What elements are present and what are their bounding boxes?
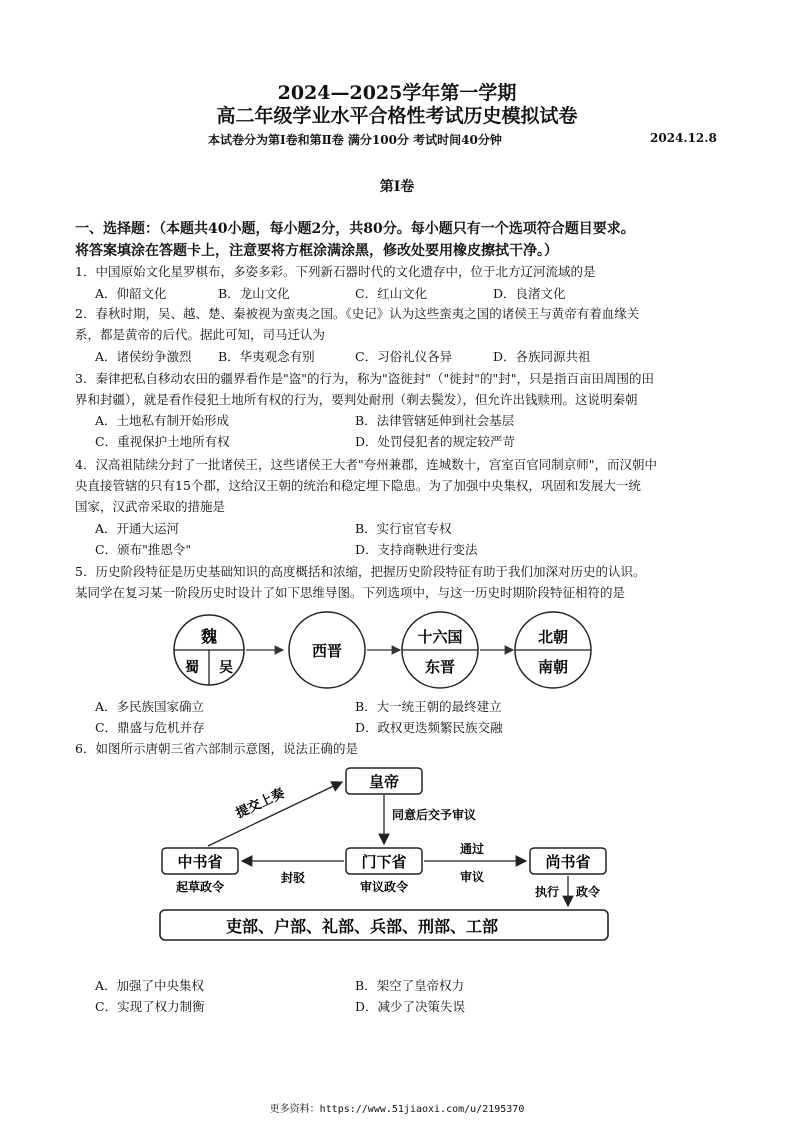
q1-option-b: B．龙山文化 xyxy=(218,286,290,301)
circle-sixteen-kingdoms-dongjin xyxy=(402,612,478,688)
label-pass-review: 审议 xyxy=(459,870,485,884)
q4-option-d: D．支持商鞅进行变法 xyxy=(355,542,478,557)
circle-north-south-dynasties xyxy=(515,612,591,688)
q4-stem-line3: 国家，汉武帝采取的措施是 xyxy=(75,499,226,514)
q6-three-departments-diagram xyxy=(0,760,794,950)
q3-option-d: D．处罚侵犯者的规定较严苛 xyxy=(355,434,516,449)
footer-link[interactable]: 更多资料：https://www.51jiaoxi.com/u/2195370 xyxy=(269,1104,525,1115)
instructions-line2: 将答案填涂在答题卡上，注意要将方框涂满涂黑，修改处要用橡皮擦拭干净。） xyxy=(75,243,558,259)
q5-stem-line1: 5．历史阶段特征是历史基础知识的高度概括和浓缩，把握历史阶段特征有助于我们加深对历史的认识。 xyxy=(75,564,646,579)
label-submit: 提交上奏 xyxy=(233,786,288,822)
label-wu: 吴 xyxy=(219,660,233,676)
q4-stem-line2: 央直接管辖的只有15个郡，这给汉王朝的统治和稳定埋下隐患。为了加强中央集权，巩固和发展大一统 xyxy=(75,478,641,493)
label-execute: 执行 xyxy=(534,885,560,899)
q2-stem-line2: 系，都是黄帝的后代。据此可知，司马迁认为 xyxy=(75,327,326,342)
q6-option-d: D．减少了决策失误 xyxy=(355,999,466,1014)
q3-option-b: B．法律管辖延伸到社会基层 xyxy=(355,413,515,428)
q6-option-a: A．加强了中央集权 xyxy=(95,978,205,993)
label-pass: 通过 xyxy=(459,842,485,856)
q1-option-d: D．良渚文化 xyxy=(493,286,566,301)
label-beichao: 北朝 xyxy=(537,628,569,646)
q2-option-c: C．习俗礼仪各异 xyxy=(355,349,453,364)
q5-mind-map xyxy=(0,605,794,695)
label-six-ministries: 吏部、户部、礼部、兵部、刑部、工部 xyxy=(225,917,499,936)
label-execute-decree: 政令 xyxy=(575,885,601,899)
q6-option-b: B．架空了皇帝权力 xyxy=(355,978,465,993)
q2-option-a: A．诸侯纷争激烈 xyxy=(95,349,192,364)
q5-option-d: D．政权更迭频繁民族交融 xyxy=(355,720,503,735)
label-dongjin: 东晋 xyxy=(424,658,456,676)
label-shu: 蜀 xyxy=(185,660,199,676)
section-title: 第Ⅰ卷 xyxy=(379,179,415,195)
q2-option-b: B．华夷观念有别 xyxy=(218,349,315,364)
exam-date: 2024.12.8 xyxy=(650,131,717,145)
instructions-line1: 一、选择题：（本题共40小题，每小题2分，共80分。每小题只有一个选项符合题目要求。 xyxy=(75,221,635,237)
label-xijin: 西晋 xyxy=(311,642,343,660)
q5-option-a: A．多民族国家确立 xyxy=(95,699,205,714)
q4-option-a: A．开通大运河 xyxy=(95,521,180,536)
q3-option-a: A．土地私有制开始形成 xyxy=(95,413,230,428)
q2-stem-line1: 2．春秋时期，吴、越、楚、秦被视为蛮夷之国。《史记》认为这些蛮夷之国的诸侯王与黄帝有着血缘关 xyxy=(75,306,640,321)
q5-stem-line2: 某同学在复习某一阶段历史时设计了如下思维导图。下列选项中，与这一历史时期阶段特征相符的是 xyxy=(75,585,626,600)
label-review: 审议政令 xyxy=(359,880,409,894)
q5-option-b: B．大一统王朝的最终建立 xyxy=(355,699,502,714)
q4-stem-line1: 4．汉高祖陆续分封了一批诸侯王，这些诸侯王大者"夸州兼郡，连城数十，宫室百官同制京师"，而汉朝中 xyxy=(75,457,657,472)
label-sixteen-kingdoms: 十六国 xyxy=(417,628,463,646)
exam-title-line1: 2024—2025学年第一学期 xyxy=(277,82,517,104)
label-reject: 封驳 xyxy=(280,871,306,885)
label-nanchao: 南朝 xyxy=(537,658,569,676)
q4-option-c: C．颁布"推恩令" xyxy=(95,542,192,557)
label-emperor: 皇帝 xyxy=(368,773,400,791)
q2-option-d: D．各族同源共祖 xyxy=(493,349,591,364)
q4-option-b: B．实行宦官专权 xyxy=(355,521,452,536)
circle-wei-shu-wu xyxy=(174,615,244,685)
label-shangshu: 尚书省 xyxy=(545,853,591,871)
q6-option-c: C．实现了权力制衡 xyxy=(95,999,205,1014)
q1-option-c: C．红山文化 xyxy=(355,286,428,301)
label-approve: 同意后交予审议 xyxy=(392,808,477,822)
label-zhongshu: 中书省 xyxy=(177,853,223,871)
label-wei: 魏 xyxy=(200,627,218,646)
circle-xijin xyxy=(289,612,365,688)
q3-option-c: C．重视保护土地所有权 xyxy=(95,434,230,449)
label-draft: 起草政令 xyxy=(175,880,225,894)
q5-option-c: C．鼎盛与危机并存 xyxy=(95,720,205,735)
q3-stem-line2: 界和封疆），就是看作侵犯土地所有权的行为，要判处耐刑（剃去鬓发），但允许出钱赎刑。这说明秦朝 xyxy=(75,392,638,407)
exam-info: 本试卷分为第Ⅰ卷和第Ⅱ卷 满分100分 考试时间40分钟 xyxy=(208,133,502,147)
label-menxia: 门下省 xyxy=(361,853,407,871)
q6-stem: 6．如图所示唐朝三省六部制示意图，说法正确的是 xyxy=(75,741,358,756)
exam-title-line2: 高二年级学业水平合格性考试历史模拟试卷 xyxy=(216,105,578,127)
q1-option-a: A．仰韶文化 xyxy=(95,286,167,301)
q3-stem-line1: 3．秦律把私自移动农田的疆界看作是"盗"的行为，称为"盗徙封"（"徙封"的"封"，只是指百亩田周围的田 xyxy=(75,371,654,386)
q1-stem: 1．中国原始文化星罗棋布，多姿多彩。下列新石器时代的文化遗存中，位于北方辽河流域的是 xyxy=(75,264,596,279)
